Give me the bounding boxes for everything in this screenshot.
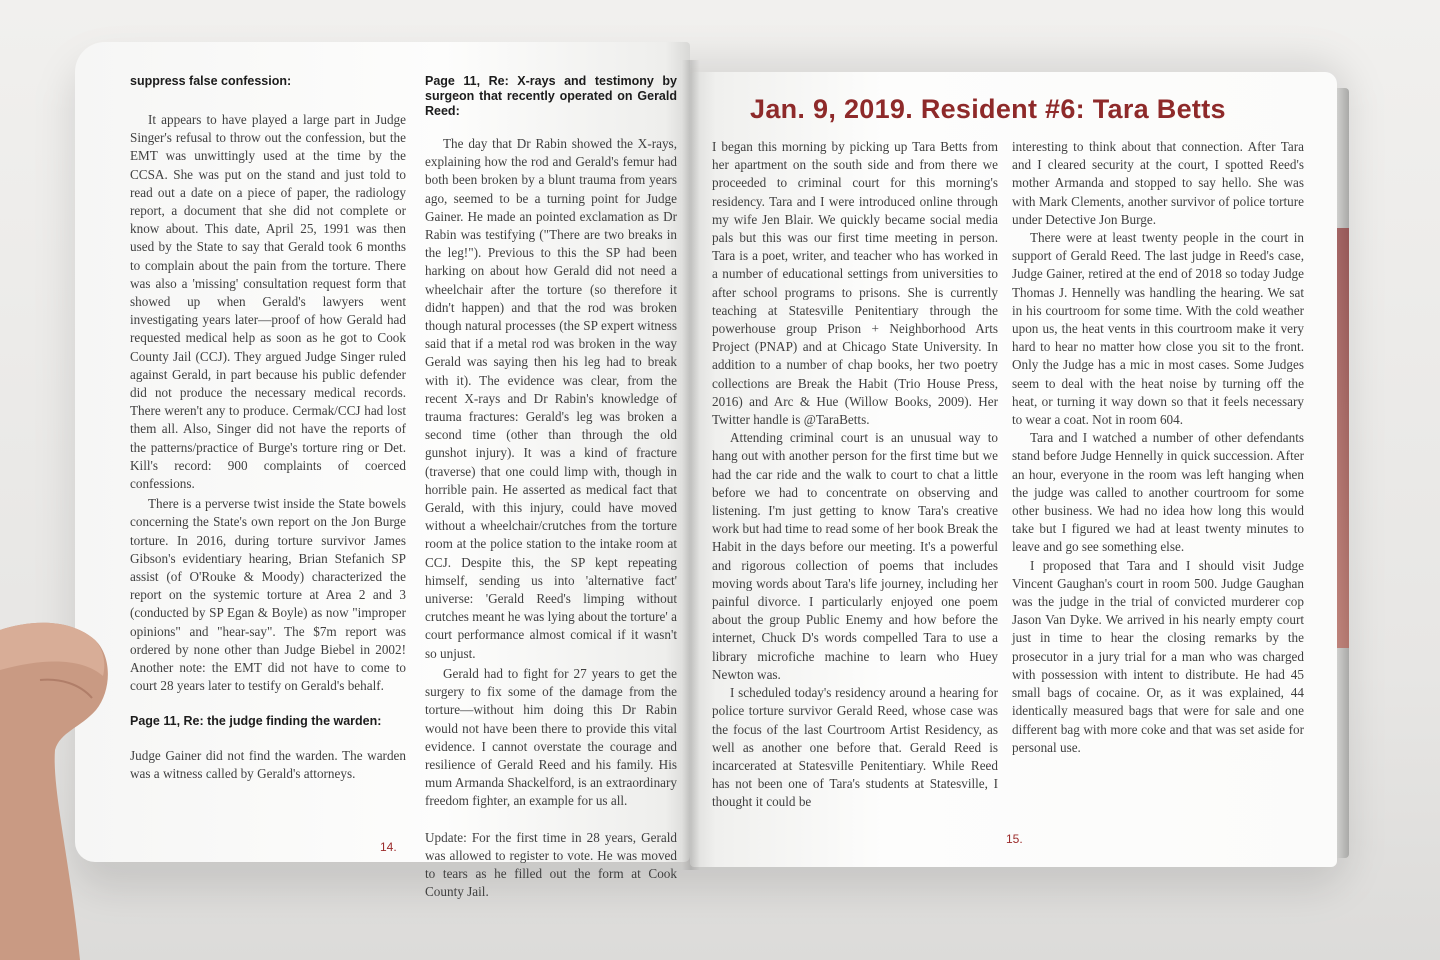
body-paragraph: Tara and I watched a number of other defendants stand before Judge Hennelly in quick succession. After an hour, everyone in the room was left hanging when the judge was called to another courtroom for some other business. We had no idea how long this would take but I figured we had at least twenty minutes to leave and go see something else.: [1012, 430, 1304, 555]
body-paragraph: It appears to have played a large part in Judge Singer's refusal to throw out the confession, but the EMT was unwittingly used at the time by the CCSA. She was put on the stand and just told to read out a date on a piece of paper, the radiology report, a document that she did not complete or know about. This date, April 25, 1991 was then used by the State to say that Gerald took 6 months to complain about the pain from the torture. There was also a 'missing' consultation request form that showed up when Gerald's lawyers went investigating years later—proof of how Gerald had requested medical help as soon as he got to Cook County Jail (CCJ). They argued Judge Singer ruled against Gerald, in part because his public defender did not produce the necessary medical records. There weren't any to produce. Cermak/CCJ had lost them all. Also, Singer did not have the reports of the patterns/practice of Burge's torture ring or Det. Kill's record: 900 complaints of coerced confessions.: [130, 112, 406, 492]
right-page-column-1: [712, 138, 998, 812]
right-page: [690, 72, 1337, 867]
section-heading: Page 11, Re: X-rays and testimony by surgeon that recently operated on Gerald Reed:: [425, 74, 677, 118]
body-paragraph: interesting to think about that connection. After Tara and I cleared security at the court, I spotted Reed's mother Armanda and stopped to say hello. She was with Mark Clements, another survivor of police torture under Detective Jon Burge.: [1012, 139, 1304, 227]
hand-holding-book: [0, 560, 115, 960]
page-number: 14.: [380, 840, 397, 854]
body-paragraph: I proposed that Tara and I should visit Judge Vincent Gaughan's court in room 500. Judge Gaughan was the judge in the trial of convicted murderer cop Jason Van Dyke. We arrived in his nearly empty court just in time to hear the closing remarks by the prosecutor in a jury trial for a man who was charged with possession with intent to distribute. He had 45 small bags of cocaine. Or, as it was explained, 44 identically measured bags that were for sale and one different bag with more coke and that was set aside for personal use.: [1012, 557, 1304, 755]
body-paragraph: Attending criminal court is an unusual way to hang out with another person for the first time but we had the car ride and the walk to court to chat a little before we had to concentrate on observing and listening. I'm just getting to know Tara's creative work but had time to read some of her book Break the Habit in the days before our meeting. It's a powerful and rigorous collection of poems that includes moving words about Tara's life journey, including her painful divorce. I particularly enjoyed one poem about the group Public Enemy and how before the internet, Chuck D's words compelled Tara to use a library microfiche machine to learn who Huey Newton was.: [712, 430, 998, 682]
left-page-column-1: [130, 74, 406, 783]
page-title: Jan. 9, 2019. Resident #6: Tara Betts: [750, 94, 1226, 124]
body-paragraph: Judge Gainer did not find the warden. The warden was a witness called by Gerald's attorneys.: [130, 747, 406, 781]
right-page-column-2: [1012, 138, 1304, 757]
body-paragraph: The day that Dr Rabin showed the X-rays, explaining how the rod and Gerald's femur had both been broken by a blunt trauma from years ago, seemed to be a turning point for Judge Gainer. He made an pointed exclamation as Dr Rabin was testifying ("There are two breaks in the leg!"). Previous to this the SP had been harking on about how Gerald did not need a wheelchair after the torture (so therefore it didn't happen) and that the rod was broken though natural processes (the SP expert witness said that if a metal rod was broken in the way Gerald was saying then his leg had to break with it). The evidence was clear, from the recent X-rays and Dr Rabin's knowledge of trauma fractures: Gerald's leg was broken a second time (other than through the old gunshot injury). It was a kind of fracture (traverse) that one could limp with, though in horrible pain. He asserted as medical fact that Gerald, with this injury, could have moved without a wheelchair/crutches from the torture room at the police station to the intake room at CCJ. Despite this, the SP kept repeating himself, sending us into 'alternative fact' universe: 'Gerald Reed's limping without crutches meant he was lying about the torture' a court performance almost comical if it wasn't so unjust.: [425, 136, 677, 661]
body-paragraph: I began this morning by picking up Tara Betts from her apartment on the south side and from there we proceeded to criminal court for this morning's residency. Tara and I were introduced online through my wife Jen Blair. We quickly became social media pals but this was our first time meeting in person. Tara is a poet, writer, and teacher who has worked in a number of educational settings from universities to after school programs to prisons. She is currently teaching at Statesville Penitentiary through the powerhouse group Prison + Neighborhood Arts Project (PNAP) and at Chicago State University. In addition to a number of chap books, her two poetry collections are Break the Habit (Trio House Press, 2016) and Arc & Hue (Willow Books, 2009). Her Twitter handle is @TaraBetts.: [712, 139, 998, 428]
section-heading: Page 11, Re: the judge finding the warden:: [130, 713, 382, 728]
body-paragraph: There were at least twenty people in the court in support of Gerald Reed. The last judge in Reed's case, Judge Gainer, retired at the end of 2018 so today Judge Thomas J. Hennelly was handling the hearing. We sat in his courtroom for some time. With the cold weather upon us, the heat vents in this courtroom make it very hard to hear no matter how close you sit to the front. Only the Judge has a mic in most cases. Some Judges seem to deal with the heat noise by turning off the heat, or turning it way down so that it feels necessary to wear a coat. Not in room 604.: [1012, 230, 1304, 428]
update-note: Update: For the first time in 28 years, Gerald was allowed to register to vote. He was moved to tears as he filled out the form at Cook County Jail.: [425, 829, 677, 900]
body-paragraph: There is a perverse twist inside the State bowels concerning the State's own report on the Jon Burge torture. In 2016, during torture survivor James Gibson's evidentiary hearing, Brian Stefanich SP assist (of O'Rouke & Moody) characterized the report on the systemic torture at Area 2 and 3 (conducted by SP Egan & Boyle) as now "improper opinions" and "hear-say". The $7m report was ordered by none other than Judge Biebel in 2002! Another note: the EMT did not have to come to court 28 years later to testify on Gerald's behalf.: [130, 496, 406, 694]
book-gutter: [682, 60, 700, 870]
page-number: 15.: [1006, 832, 1023, 846]
next-page-edge-mark: [1337, 228, 1349, 648]
next-pages-edge: [1337, 88, 1349, 858]
left-page-column-2: [425, 74, 677, 901]
section-heading: suppress false confession:: [130, 74, 292, 88]
body-paragraph: Gerald had to fight for 27 years to get the surgery to fix some of the damage from the torture—without him doing this Dr Rabin would not have been there to provide this vital evidence. I cannot overstate the courage and resilience of Gerald Reed and his family. His mum Armanda Shackelford, is an extraordinary freedom fighter, an example for us all.: [425, 665, 677, 809]
body-paragraph: I scheduled today's residency around a hearing for police torture survivor Gerald Reed, whose case was the focus of the last Courtroom Artist Residency, as well as another one before that. Gerald Reed is incarcerated at Statesville Penitentiary. While Reed has not been one of Tara's students at Statesville, I thought it could be: [712, 685, 998, 810]
left-page: [75, 42, 690, 900]
